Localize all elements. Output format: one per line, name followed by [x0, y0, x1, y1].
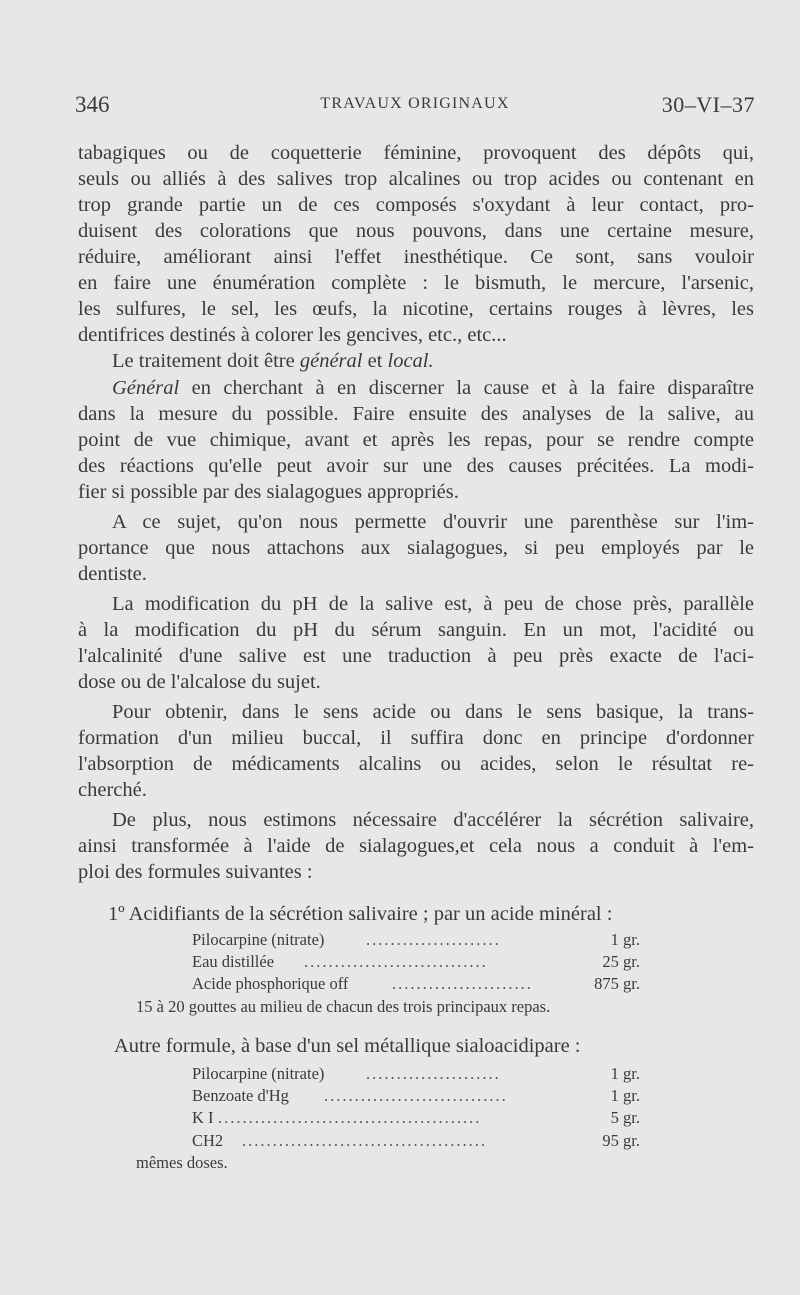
leader-dots: ........................................	[242, 1131, 487, 1150]
text-line: dentiste.	[78, 563, 147, 585]
ingredient-qty: 5 gr.	[610, 1108, 640, 1127]
treatment-line	[112, 348, 434, 374]
formula1-heading: 1º Acidifiants de la sécrétion salivaire ; par un acide minéral :	[108, 903, 613, 925]
leader-dots: ..............................	[324, 1086, 508, 1105]
text-line: l'alcalinité d'une salive est une traduction à peu près exacte de l'aci-	[78, 645, 754, 667]
treatment-prefix: Le traitement doit être	[112, 350, 300, 372]
formula-row	[192, 1085, 640, 1107]
text-line: point de vue chimique, avant et après les repas, pour se rendre compte	[78, 429, 754, 451]
leader-dots: ...........................................	[218, 1108, 482, 1127]
text-line: portance que nous attachons aux sialagogues, si peu employés par le	[78, 537, 754, 559]
text-line: ploi des formules suivantes :	[78, 861, 313, 883]
leader-dots: ..............................	[304, 952, 488, 971]
treatment-local: local.	[387, 350, 434, 372]
text-line: à la modification du pH du sérum sanguin. En un mot, l'acidité ou	[78, 619, 754, 641]
formula-row	[192, 951, 640, 973]
ingredient-name: CH2	[192, 1131, 224, 1150]
text-line: Pour obtenir, dans le sens acide ou dans le sens basique, la trans-	[112, 701, 754, 723]
formula-row	[192, 1107, 640, 1129]
formula-row	[192, 973, 640, 995]
general-line-rest: en cherchant à en discerner la cause et à la faire disparaître	[179, 377, 754, 399]
ingredient-name: Acide phosphorique off	[192, 974, 349, 993]
treatment-general: général	[299, 350, 363, 372]
text-line: trop grande partie un de ces composés s'oxydant à leur contact, pro-	[78, 194, 754, 216]
page-number: 346	[75, 92, 110, 117]
ingredient-name: K I	[192, 1108, 214, 1127]
ingredient-name: Pilocarpine (nitrate)	[192, 930, 325, 949]
leader-dots: .......................	[392, 974, 533, 993]
text-line: duisent des colorations que nous pouvons, dans une certaine mesure,	[78, 220, 754, 242]
text-line: ainsi transformée à l'aide de sialagogues,et cela nous a conduit à l'em-	[78, 835, 754, 857]
ingredient-qty: 25 gr.	[602, 952, 640, 971]
formula2-heading: Autre formule, à base d'un sel métallique sialoacidipare :	[114, 1035, 581, 1057]
ingredient-qty: 1 gr.	[610, 1086, 640, 1105]
text-line: tabagiques ou de coquetterie féminine, provoquent des dépôts qui,	[78, 142, 754, 164]
ingredient-name: Eau distillée	[192, 952, 275, 971]
ingredient-qty: 95 gr.	[602, 1131, 640, 1150]
general-first-line	[112, 375, 754, 401]
text-line: cherché.	[78, 779, 147, 801]
dosage-note: mêmes doses.	[136, 1153, 228, 1172]
formula-row	[192, 929, 640, 951]
running-header	[75, 92, 755, 122]
issue-date: 30–VI–37	[661, 92, 755, 117]
formula-row	[192, 1130, 640, 1152]
text-line: dans la mesure du possible. Faire ensuite des analyses de la salive, au	[78, 403, 754, 425]
text-line: l'absorption de médicaments alcalins ou acides, selon le résultat re-	[78, 753, 754, 775]
leader-dots: ......................	[366, 930, 501, 949]
general-lead: Général	[112, 377, 180, 399]
text-line: en faire une énumération complète : le bismuth, le mercure, l'arsenic,	[78, 272, 754, 294]
text-line: La modification du pH de la salive est, à peu de chose près, parallèle	[112, 593, 754, 615]
ingredient-name: Pilocarpine (nitrate)	[192, 1064, 325, 1083]
text-line: seuls ou alliés à des salives trop alcalines ou trop acides ou contenant en	[78, 168, 754, 190]
leader-dots: ......................	[366, 1064, 501, 1083]
ingredient-qty: 1 gr.	[610, 930, 640, 949]
ingredient-name: Benzoate d'Hg	[192, 1086, 289, 1105]
text-line: des réactions qu'elle peut avoir sur une des causes précitées. La modi-	[78, 455, 754, 477]
text-line: réduire, améliorant ainsi l'effet inesthétique. Ce sont, sans vouloir	[78, 246, 754, 268]
text-line: A ce sujet, qu'on nous permette d'ouvrir une parenthèse sur l'im-	[112, 511, 754, 533]
ingredient-qty: 1 gr.	[610, 1064, 640, 1083]
running-title: TRAVAUX ORIGINAUX	[320, 95, 510, 112]
text-line: formation d'un milieu buccal, il suffira donc en principe d'ordonner	[78, 727, 754, 749]
text-line: dentifrices destinés à colorer les gencives, etc., etc...	[78, 324, 507, 346]
dosage-note: 15 à 20 gouttes au milieu de chacun des trois principaux repas.	[136, 997, 551, 1016]
text-line: fier si possible par des sialagogues appropriés.	[78, 481, 459, 503]
text-line: les sulfures, le sel, les œufs, la nicotine, certains rouges à lèvres, les	[78, 298, 754, 320]
treatment-and: et	[362, 350, 388, 372]
ingredient-qty: 875 gr.	[594, 974, 640, 993]
formula-row	[192, 1063, 640, 1085]
text-line: dose ou de l'alcalose du sujet.	[78, 671, 321, 693]
text-line: De plus, nous estimons nécessaire d'accélérer la sécrétion salivaire,	[112, 809, 754, 831]
